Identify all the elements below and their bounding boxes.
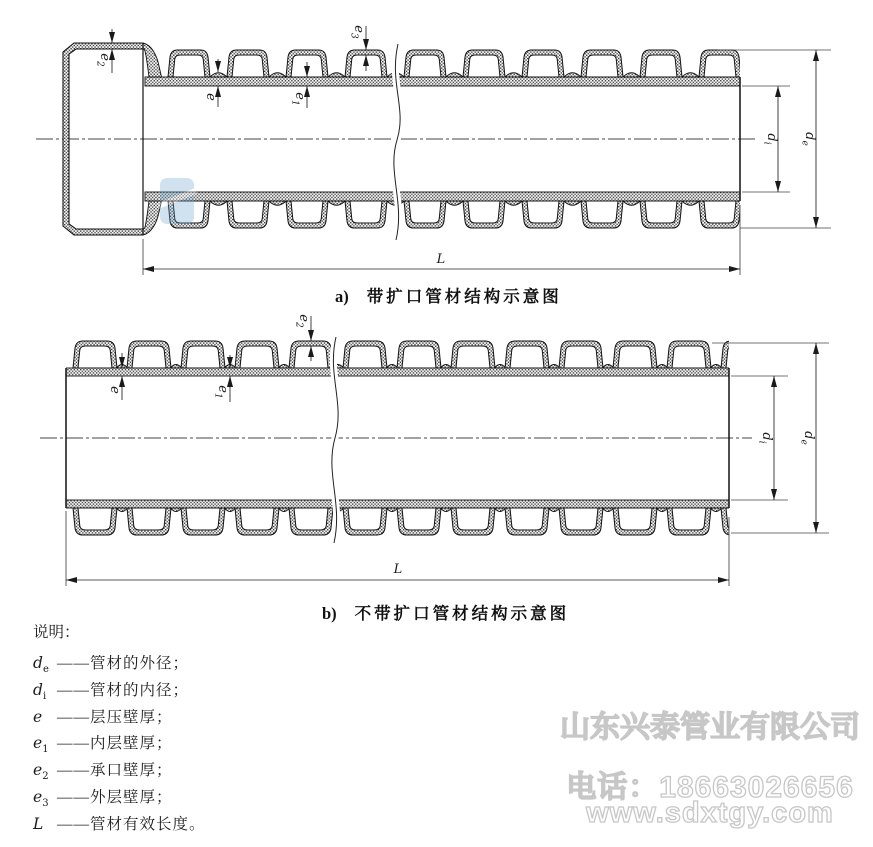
- dim-label-L: L: [436, 252, 446, 267]
- diagram-a-flared-pipe: [0, 0, 873, 305]
- inner-liner-bottom: [145, 192, 740, 201]
- legend-item: $d_e$ ——管材的外径；: [33, 654, 190, 676]
- legend-item: $e_1$ ——内层壁厚；: [33, 734, 173, 756]
- caption-b-prefix: b): [322, 604, 337, 623]
- legend-item: L ——管材有效长度。: [33, 814, 206, 833]
- inner-liner-top: [145, 77, 740, 86]
- dim-label-e1: $e_1$: [289, 92, 307, 106]
- legend-item: e ——层压壁厚；: [33, 707, 173, 726]
- dim-label-e1: $e_1$: [212, 385, 230, 399]
- dim-label-de: $d_e$: [798, 431, 816, 445]
- caption-a-text: 带扩口管材结构示意图: [366, 287, 562, 306]
- legend-item: $d_i$ ——管材的内径；: [33, 680, 190, 702]
- valley-saddles-bottom: [117, 508, 722, 512]
- dim-label-e2: $e_2$: [293, 314, 311, 328]
- dim-label-di: $d_i$: [756, 432, 774, 444]
- valley-saddles-bottom: [210, 201, 699, 205]
- dim-label-e3: $e_3$: [348, 25, 366, 39]
- legend-item: $e_3$ ——外层壁厚；: [33, 787, 173, 810]
- dim-label-e: e: [203, 93, 218, 101]
- dimensions-a: [112, 26, 831, 275]
- dim-label-e2: $e_2$: [94, 53, 112, 67]
- valley-saddles-top: [117, 365, 722, 369]
- inner-liner-top: [66, 368, 729, 376]
- watermark-company: 山东兴泰管业有限公司: [560, 711, 860, 744]
- caption-b-text: 不带扩口管材结构示意图: [354, 604, 570, 623]
- crest-row-top: [73, 341, 765, 368]
- legend: [33, 621, 206, 839]
- dim-label-di: $d_i$: [761, 133, 779, 145]
- dimensions-b: [66, 316, 829, 586]
- socket-transition-top: [143, 43, 162, 77]
- caption-a: [335, 283, 562, 307]
- caption-a-prefix: a): [335, 287, 349, 306]
- caption-b: [322, 600, 569, 624]
- dim-label-e: e: [107, 386, 122, 394]
- dim-label-L: L: [393, 562, 403, 577]
- inner-liner-bottom: [66, 500, 729, 508]
- watermark-website: www.sdxtgy.com: [586, 797, 834, 829]
- dim-labels-a: [95, 25, 818, 267]
- legend-title: 说明：: [33, 624, 80, 641]
- valley-saddles-top: [210, 73, 699, 77]
- diagram-b-plain-pipe: [0, 305, 873, 605]
- dim-label-de: $d_e$: [799, 132, 817, 146]
- legend-item: $e_2$ ——承口壁厚；: [33, 761, 173, 783]
- watermark-phone: 电话：18663026656: [566, 771, 854, 804]
- blue-logo-watermark: [158, 178, 196, 224]
- crest-row-bottom: [73, 508, 765, 535]
